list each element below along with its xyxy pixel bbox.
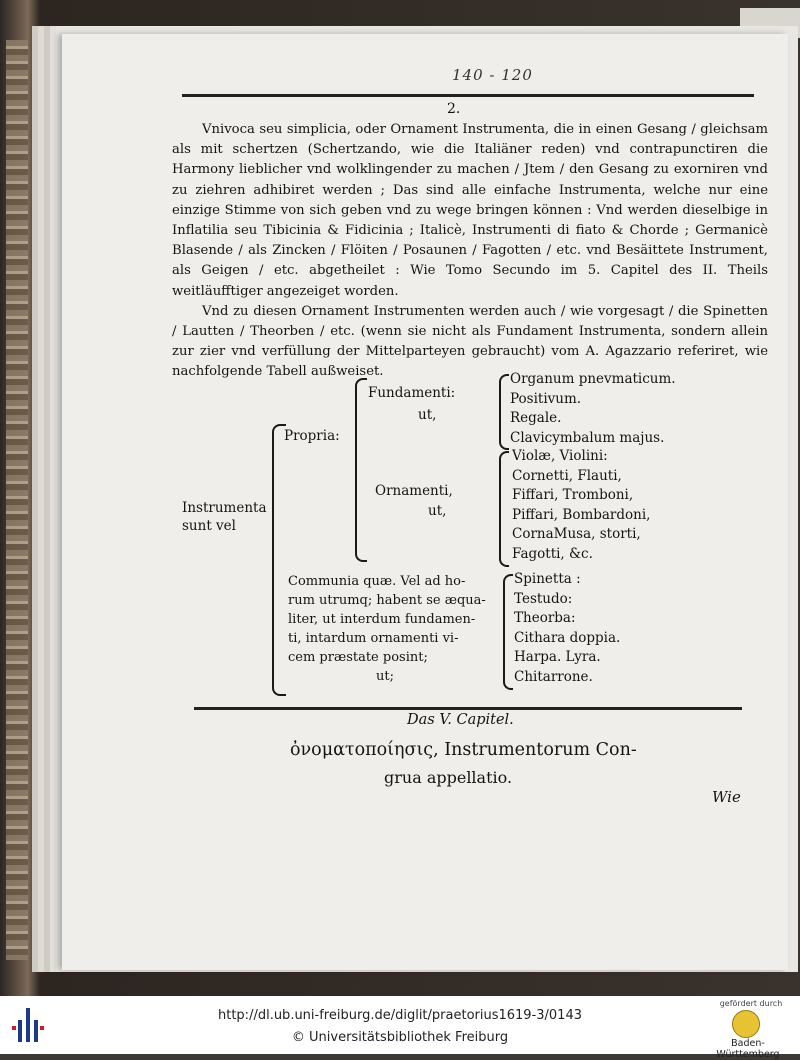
root-brace — [272, 424, 286, 696]
chapter-rule — [194, 707, 742, 710]
communia-brace — [503, 574, 513, 690]
fundamenti-list — [510, 370, 676, 448]
propria-brace — [355, 378, 367, 562]
communia-item: Cithara doppia. — [514, 629, 621, 646]
book-page — [62, 34, 788, 970]
paragraph-2: Vnd zu diesen Ornament Instrumenten werden auch / wie vorgesagt / die Spinetten / Lautten / Theorben / etc. (wenn sie nicht als Fundament Instrumenta, sondern allein zur zier vnd verfüllung der Mittelparteyen gebraucht) vom A. Agazzario referiret, wie nachfolgende Tabell außweiset. — [172, 303, 768, 380]
book-spine — [6, 40, 28, 960]
chapter-heading: Das V. Capitel. — [407, 712, 514, 728]
fundamenti-item: Organum pnevmaticum. — [510, 371, 676, 387]
fundamenti-item: Positivum. — [510, 390, 582, 407]
fundamenti-brace — [499, 374, 509, 450]
ornamenti-brace — [499, 451, 509, 567]
communia-item: Harpa. Lyra. — [514, 649, 601, 665]
chapter-title-line-1: ὀνοματοποίησις, Instrumentorum Con- — [290, 740, 637, 760]
communia-item: Chitarrone. — [514, 668, 593, 685]
section-number: 2. — [447, 101, 461, 117]
fundamenti-ut: ut, — [418, 407, 437, 423]
ornamenti-label: Ornamenti, — [375, 483, 453, 499]
propria-label: Propria: — [284, 428, 340, 444]
catchword: Wie — [712, 788, 741, 806]
body-text — [172, 120, 768, 383]
permalink-url[interactable]: http://dl.ub.uni-freiburg.de/diglit/praetorius1619-3/0143 — [218, 1008, 582, 1023]
handwritten-page-number: 140 - 120 — [452, 66, 533, 84]
chapter-title-line-2: grua appellatio. — [384, 768, 513, 787]
communia-item: Testudo: — [514, 590, 573, 607]
fundamenti-label: Fundamenti: — [368, 385, 456, 401]
header-rule — [182, 94, 754, 97]
ornamenti-item: Fagotti, &c. — [512, 545, 593, 562]
sponsor-name: Baden-Württemberg — [716, 1038, 780, 1060]
communia-line: liter, ut interdum fundamen- — [288, 612, 476, 627]
ornamenti-list — [512, 447, 650, 564]
fundamenti-item: Clavicymbalum majus. — [510, 429, 665, 446]
communia-line: ti, intardum ornamenti vi- — [288, 631, 459, 646]
ornamenti-item: Cornetti, Flauti, — [512, 467, 622, 484]
fundamenti-item: Regale. — [510, 410, 562, 426]
communia-line: rum utrumq; habent se æqua- — [288, 593, 486, 608]
communia-line: cem præstate posint; — [288, 650, 428, 665]
communia-list — [514, 570, 620, 687]
ornamenti-ut: ut, — [428, 503, 447, 519]
sponsor-caption: gefördert durch — [719, 999, 783, 1008]
paragraph-1: Vnivoca seu simplicia, oder Ornament Instrumenta, die in einen Gesang / gleichsam als mit schertzen (Schertzando, wie die Italiäner reden) vnd contrapunctiren die Harmony lieblicher vnd wolklingender zu machen / Jtem / den Gesang zu exorniren vnd zu ziehren adhibiret werden ; Das sind alle einfache Instrumenta, welche nur eine einzige Stimme von sich geben vnd zu wege bringen können : Vnd werden dieselbige in Inflatilia seu Tibicinia & Fidicinia ; Italicè, Instrumenti di fiato & Chorde ; Germanicè Blasende / als Zincken / Flöiten / Posaunen / Fagotten / etc. vnd Besäittete Instrument, als Geigen / etc. abgetheilet : Wie Tomo Secundo im 5. Capitel des II. Theils weitläufftiger angezeiget worden. — [172, 122, 768, 299]
state-seal-icon — [732, 1010, 760, 1038]
communia-line: ut; — [376, 669, 394, 684]
viewer-footer — [0, 996, 800, 1060]
table-root-label — [182, 499, 267, 535]
copyright-notice: © Universitätsbibliothek Freiburg — [291, 1030, 509, 1045]
communia-block — [288, 572, 486, 686]
table-root-text: Instrumenta sunt vel — [182, 500, 267, 534]
communia-line: Communia quæ. Vel ad ho- — [288, 574, 466, 589]
communia-item: Spinetta : — [514, 571, 581, 587]
ornamenti-item: CornaMusa, storti, — [512, 526, 641, 542]
ornamenti-item: Piffari, Bombardoni, — [512, 506, 651, 523]
ornamenti-item: Violæ, Violini: — [512, 448, 608, 464]
ornamenti-item: Fiffari, Tromboni, — [512, 487, 634, 503]
communia-item: Theorba: — [514, 610, 576, 626]
